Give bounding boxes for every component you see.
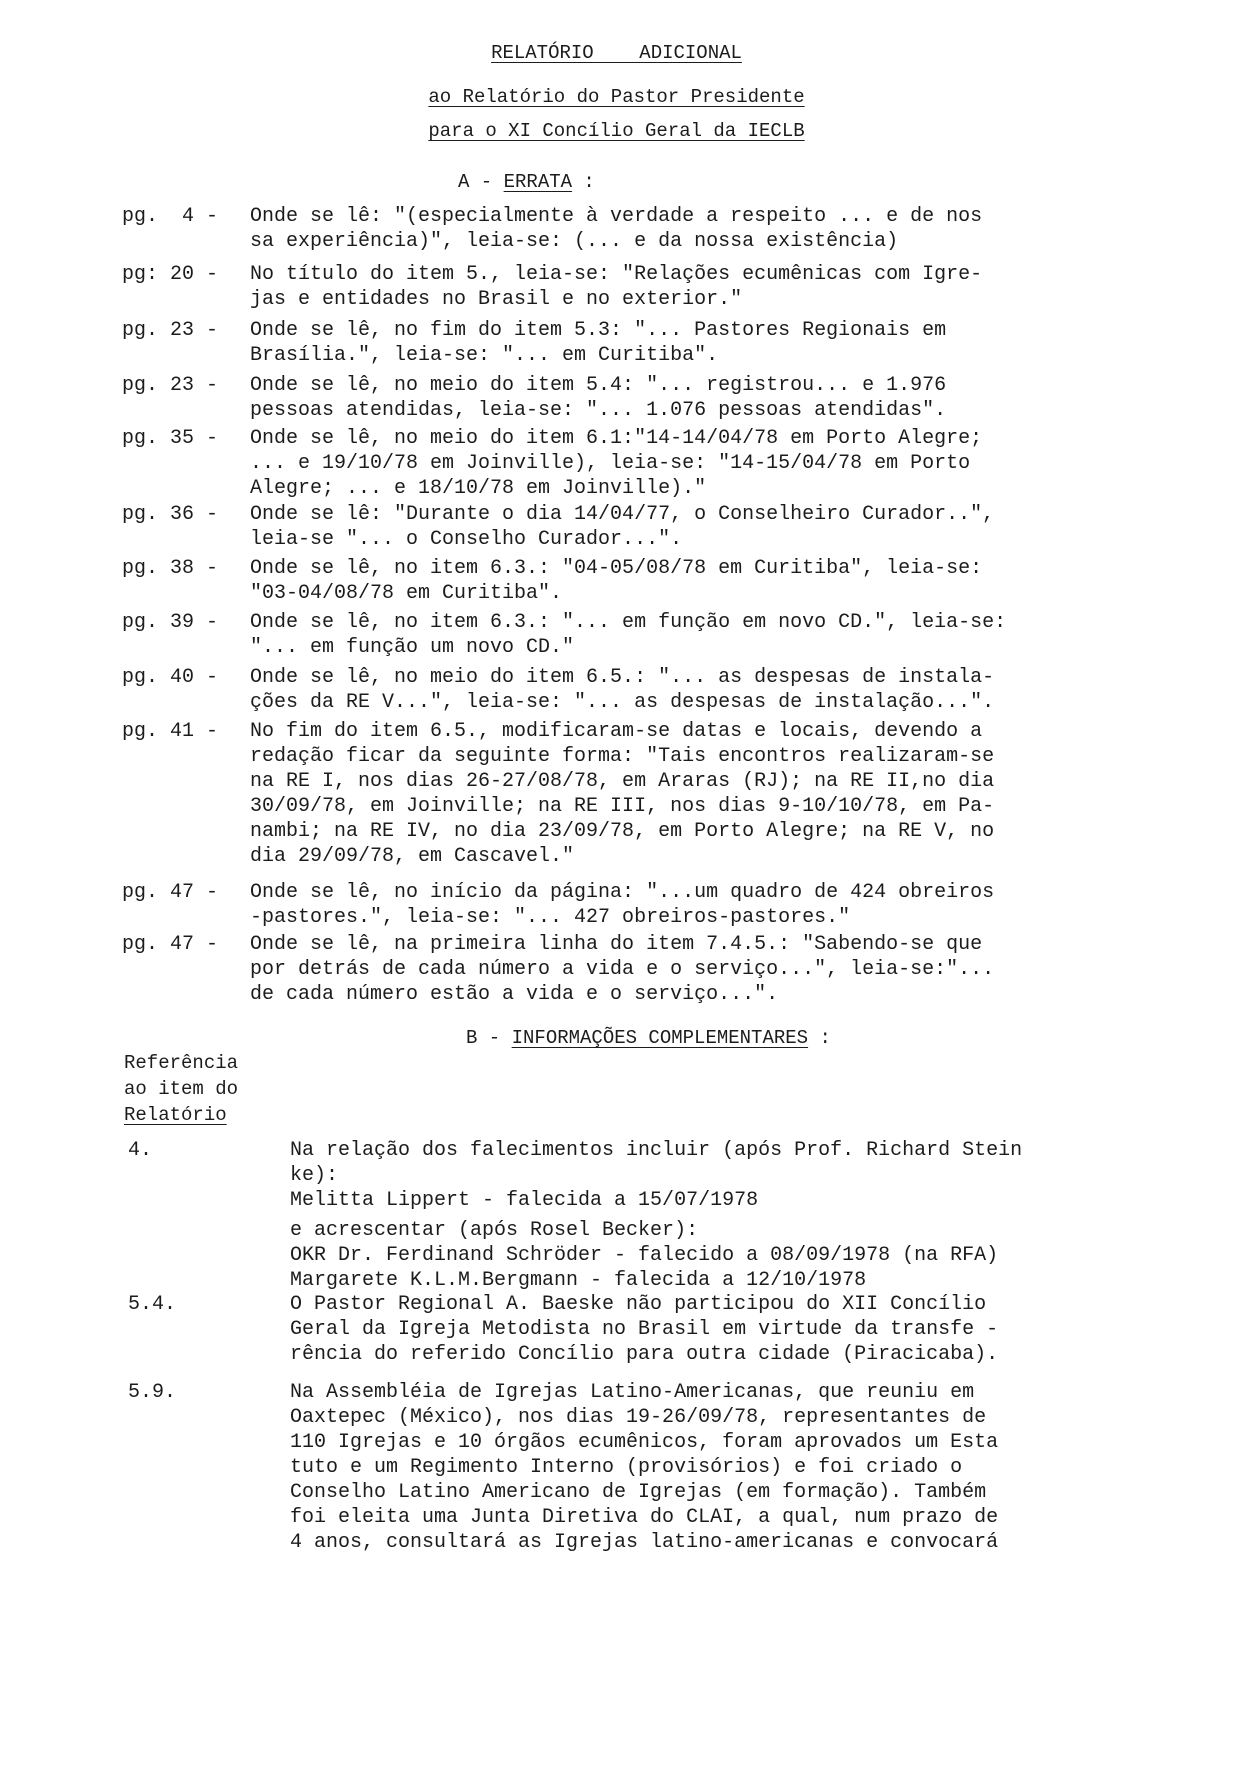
errata-page-ref: pg. 40 - [122,666,219,689]
errata-text: No título do item 5., leia-se: "Relações ecumênicas com Igre- jas e entidades no Brasil e no exterior." [250,263,983,311]
errata-entry [122,204,1182,254]
section-b-suffix: : [808,1027,831,1049]
errata-page-ref: pg. 47 - [122,881,219,904]
info-text: Na Assembléia de Igrejas Latino-Americanas, que reuniu em Oaxtepec (México), nos dias 19-26/09/78, representantes de 110 Igrejas e 10 órgãos ecumênicos, foram aprovados um Esta tuto e um Regimento Interno (provisórios) e foi criado o Conselho Latino Americano de Igrejas (em formação). Também foi eleita uma Junta Diretiva do CLAI, a qual, num prazo de 4 anos, consultará as Igrejas latino-americanas e convocará [290,1381,999,1554]
errata-page-ref: pg. 38 - [122,557,219,580]
info-text: Na relação dos falecimentos incluir (após Prof. Richard Stein ke): Melitta Lippert - falecida a 15/07/1978 [290,1139,1023,1212]
section-b-prefix: B - [466,1027,512,1049]
errata-entry [122,719,1182,869]
errata-page-ref: pg. 23 - [122,319,219,342]
errata-text: Onde se lê, no meio do item 5.4: "... registrou... e 1.976 pessoas atendidas, leia-se: "... 1.076 pessoas atendidas". [250,374,947,422]
errata-text: Onde se lê, no item 6.3.: "... em função em novo CD.", leia-se: "... em função um novo CD." [250,611,1007,659]
info-entry [128,1218,1198,1293]
section-b-title: INFORMAÇÕES COMPLEMENTARES [511,1027,809,1049]
errata-text: Onde se lê, no item 6.3.: "04-05/08/78 em Curitiba", leia-se: "03-04/08/78 em Curitiba". [250,557,983,605]
reference-label-line: Referência [124,1052,239,1074]
reference-label-line: Relatório [124,1104,227,1126]
section-a-prefix: A - [458,171,504,193]
errata-page-ref: pg. 36 - [122,503,219,526]
info-item-number: 4. [128,1139,153,1162]
errata-entry [122,373,1182,423]
errata-page-ref: pg. 47 - [122,933,219,956]
errata-text: Onde se lê, no meio do item 6.5.: "... as despesas de instala- ções da RE V...", leia-se: "... as despesas de instalação...". [250,666,995,714]
document-subtitle-2: para o XI Concílio Geral da IECLB [428,120,805,142]
errata-entry [122,556,1182,606]
info-item-number: 5.4. [128,1293,177,1316]
errata-entry [122,262,1182,312]
errata-text: Onde se lê: "(especialmente à verdade a respeito ... e de nos sa experiência)", leia-se: (... e da nossa existência) [250,205,983,253]
section-b-heading [466,1027,831,1049]
errata-text: Onde se lê, no fim do item 5.3: "... Pastores Regionais em Brasília.", leia-se: "... em Curitiba". [250,319,947,367]
errata-page-ref: pg. 35 - [122,427,219,450]
errata-entry [122,665,1182,715]
reference-column-label [124,1050,284,1128]
section-a-title: ERRATA [503,171,573,193]
errata-text: Onde se lê, no início da página: "...um quadro de 424 obreiros -pastores.", leia-se: "... 427 obreiros-pastores." [250,881,995,929]
section-a-heading [458,171,595,193]
errata-text: Onde se lê: "Durante o dia 14/04/77, o Conselheiro Curador..", leia-se "... o Conselho Curador...". [250,503,995,551]
errata-page-ref: pg. 39 - [122,611,219,634]
document-subtitle-1: ao Relatório do Pastor Presidente [428,86,805,108]
document-title: RELATÓRIO ADICIONAL [491,42,742,64]
errata-entry [122,610,1182,660]
section-a-suffix: : [572,171,595,193]
errata-page-ref: pg. 41 - [122,720,219,743]
info-entry [128,1292,1198,1367]
info-text: O Pastor Regional A. Baeske não participou do XII Concílio Geral da Igreja Metodista no Brasil em virtude da transfe - rência do referido Concílio para outra cidade (Piracicaba). [290,1293,999,1366]
errata-page-ref: pg. 23 - [122,374,219,397]
errata-entry [122,502,1182,552]
info-entry [128,1380,1198,1555]
errata-page-ref: pg: 20 - [122,263,219,286]
errata-text: No fim do item 6.5., modificaram-se datas e locais, devendo a redação ficar da seguinte forma: "Tais encontros realizaram-se na RE I, nos dias 26-27/08/78, em Araras (RJ); na RE II,no dia 30/09/78, em Joinville; na RE III, nos dias 9-10/10/78, em Pa- nambi; na RE IV, no dia 23/09/78, em Porto Alegre; na RE V, no dia 29/09/78, em Cascavel." [250,720,995,868]
errata-text: Onde se lê, no meio do item 6.1:"14-14/04/78 em Porto Alegre; ... e 19/10/78 em Joinville), leia-se: "14-15/04/78 em Porto Alegre; ... e 18/10/78 em Joinville)." [250,427,983,500]
errata-page-ref: pg. 4 - [122,205,219,228]
info-text: e acrescentar (após Rosel Becker): OKR Dr. Ferdinand Schröder - falecido a 08/09/1978 (na RFA) Margarete K.L.M.Bergmann - falecida a 12/10/1978 [290,1219,999,1292]
errata-entry [122,880,1182,930]
errata-text: Onde se lê, na primeira linha do item 7.4.5.: "Sabendo-se que por detrás de cada número a vida e o serviço...", leia-se:"... de cada número estão a vida e o serviço...". [250,933,995,1006]
errata-entry [122,426,1182,501]
info-entry [128,1138,1198,1213]
errata-entry [122,318,1182,368]
info-item-number: 5.9. [128,1381,177,1404]
reference-label-line: ao item do [124,1078,239,1100]
errata-entry [122,932,1182,1007]
